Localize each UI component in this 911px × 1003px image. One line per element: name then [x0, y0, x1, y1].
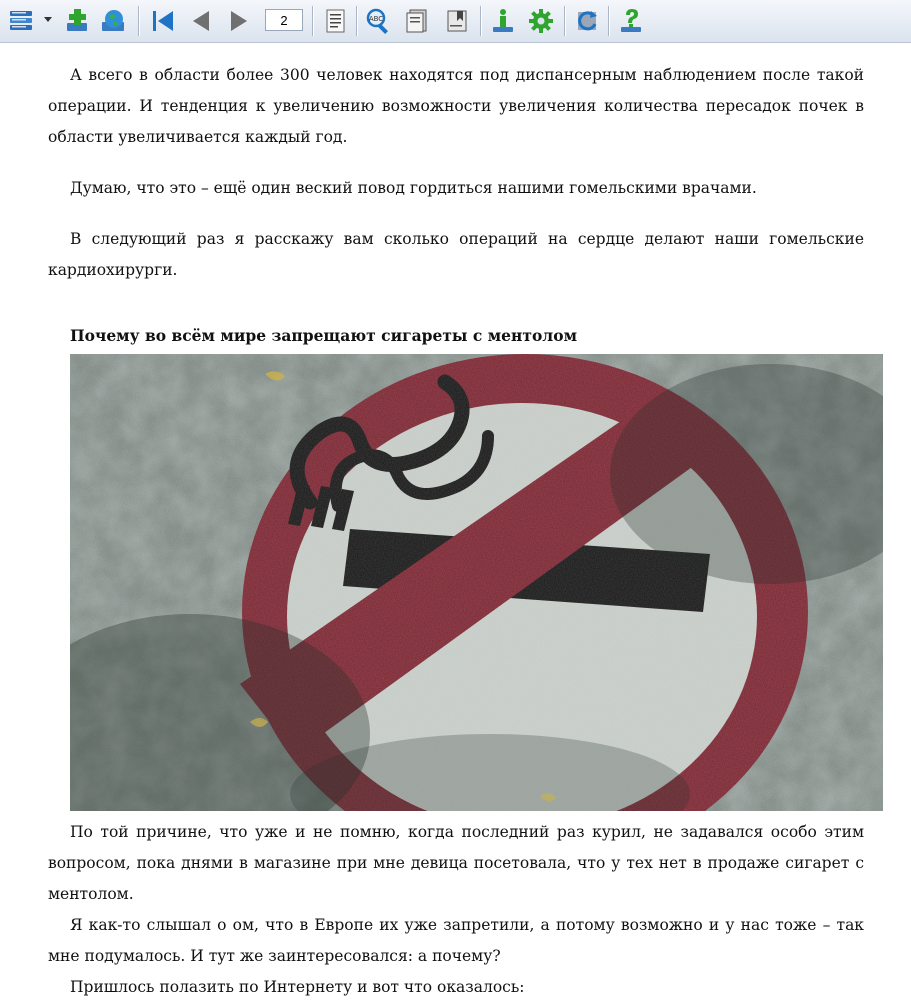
- toolbar: [0, 0, 911, 43]
- page-view-icon[interactable]: [402, 6, 432, 36]
- toolbar-separator: [564, 6, 566, 36]
- paragraph: По той причине, что уже и не помню, когда последний раз курил, не задавался особо этим вопросом, пока днями в магазине при мне девица посетовала, что у тех нет в продаже сигарет с ментолом.: [48, 823, 864, 903]
- paragraph: Думаю, что это – ещё один веский повод гордиться нашими гомельскими врачами.: [70, 179, 757, 197]
- paragraph: Я как-то слышал о ом, что в Европе их уже запретили, а потому возможно и у нас тоже – так мне подумалось. И тут же заинтересовался: а почему?: [48, 916, 864, 965]
- next-page-icon[interactable]: [224, 6, 254, 36]
- add-book-icon[interactable]: [62, 6, 92, 36]
- paragraph: Пришлось полазить по Интернету и вот что оказалось:: [70, 978, 525, 996]
- menu-books-icon[interactable]: [6, 6, 36, 36]
- paragraph: В следующий раз я расскажу вам сколько операций на сердце делают наши гомельские кардиохирурги.: [48, 230, 864, 279]
- paragraph: А всего в области более 300 человек находятся под диспансерным наблюдением после такой операции. И тенденция к увеличению возможности увеличения количества пересадок почек в области увеличивается каждый год.: [48, 66, 864, 146]
- rotate-icon[interactable]: [572, 6, 602, 36]
- page-number-input[interactable]: [265, 9, 303, 31]
- article-content-continued: [48, 817, 864, 1003]
- web-library-icon[interactable]: [98, 6, 128, 36]
- first-page-icon[interactable]: [148, 6, 178, 36]
- no-smoking-photo: [70, 354, 883, 811]
- bookmarks-icon[interactable]: [442, 6, 472, 36]
- no-smoking-sign-image: [70, 354, 883, 811]
- article-content: [48, 60, 864, 351]
- toolbar-separator: [480, 6, 482, 36]
- settings-gear-icon[interactable]: [526, 6, 556, 36]
- prev-page-icon[interactable]: [186, 6, 216, 36]
- article-heading: Почему во всём мире запрещают сигареты с ментолом: [70, 326, 578, 345]
- svg-text:ABC: ABC: [368, 15, 384, 23]
- search-text-icon[interactable]: [364, 6, 394, 36]
- help-icon[interactable]: [616, 6, 646, 36]
- dropdown-arrow-icon[interactable]: [44, 17, 52, 22]
- toolbar-separator: [356, 6, 358, 36]
- info-icon[interactable]: [488, 6, 518, 36]
- contents-icon[interactable]: [320, 6, 350, 36]
- toolbar-separator: [608, 6, 610, 36]
- toolbar-separator: [138, 6, 140, 36]
- toolbar-separator: [312, 6, 314, 36]
